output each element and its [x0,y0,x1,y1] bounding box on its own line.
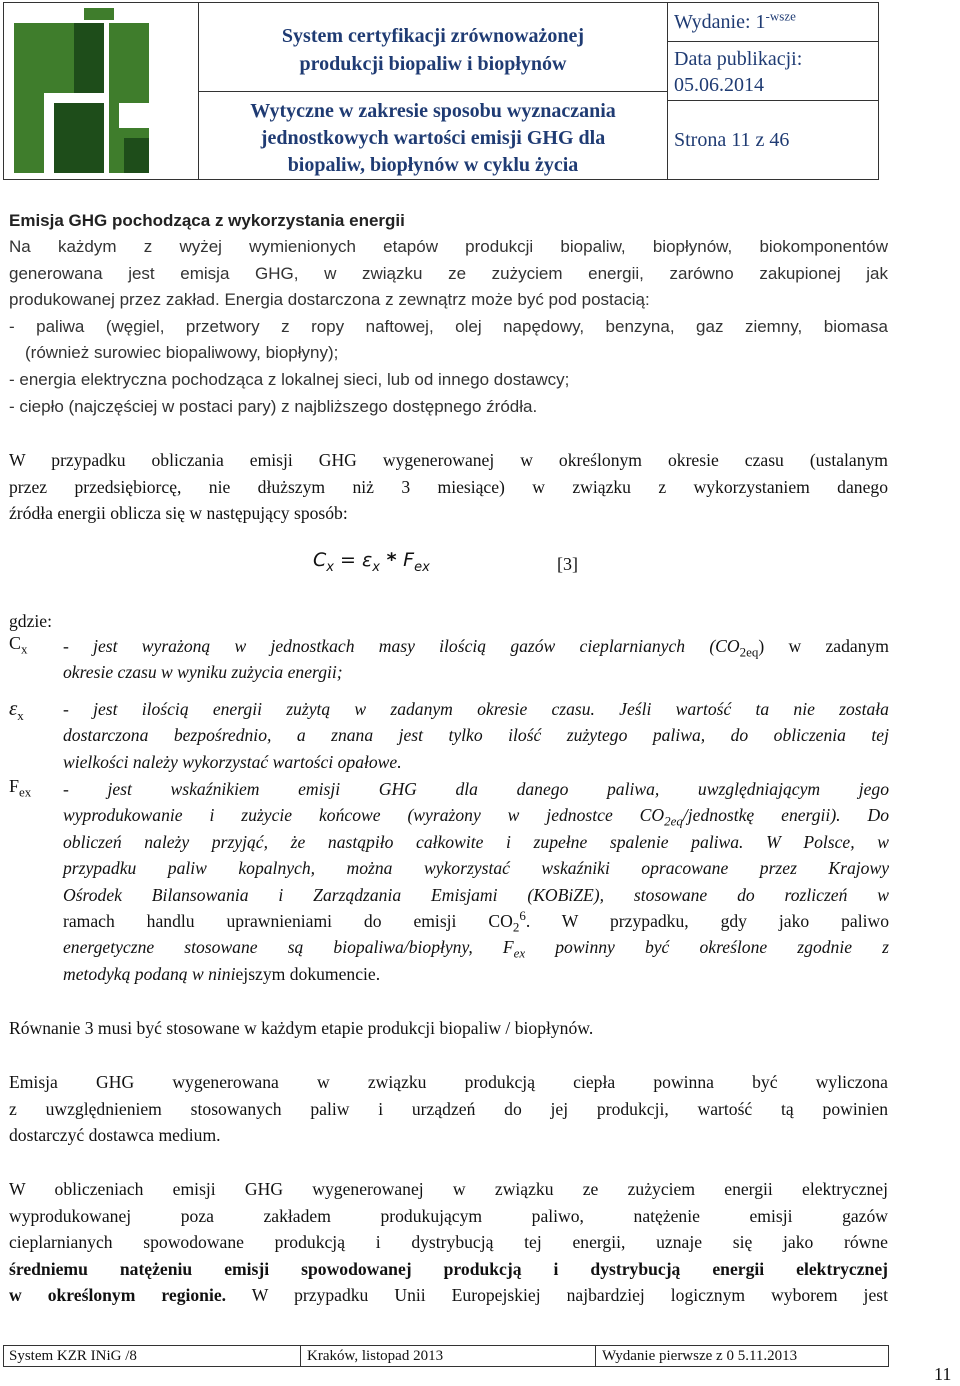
paragraph-line: generowana jest emisja GHG, w związku ze zużyciem energii, zarówno zakupionej jak [9,263,888,283]
paragraph-line: źródła energii oblicza się w następujący sposób: [9,503,348,524]
definition-line: wyprodukowanie i zużycie końcowe (wyrażony w jednostce $CO_{2eq}$/jednostkę energii). Do [63,805,889,829]
header-title-block [199,3,667,92]
definition-line: energetyczne stosowane są biopaliwa/biopłyny, $F_{ex}$ powinny być określone zgodnie z [63,937,889,961]
definition-cx [63,633,889,686]
pubdate-label: Data publikacji: [674,48,803,70]
paragraph-heat-emission [9,1069,888,1149]
definition-line: wielkości należy wykorzystać wartości opałowe. [63,751,402,772]
definition-line: Ośrodek Bilansowania i Zarządzania Emisjami (KOBiZE), stosowane do rozliczeń w [63,884,889,905]
header-meta-cell [668,3,879,179]
edition-label: Wydanie: $1^{-wsze}$ [674,8,796,33]
symbol-cx: $C_x$ [9,633,28,657]
pubdate-value: 05.06.2014 [674,74,764,96]
footer-place-date: Kraków, listopad 2013 [302,1346,596,1366]
inig-logo [4,3,198,179]
paragraph-line: z uwzględnieniem stosowanych paliw i urządzeń do jej produkcji, wartość tą powinien [9,1098,888,1119]
paragraph-line: Emisja GHG wygenerowana w związku produkcją ciepła powinna być wyliczona [9,1072,888,1092]
where-label: gdzie: [9,611,52,631]
paragraph-line: Na każdym z wyżej wymienionych etapów produkcji biopaliw, biopłynów, biokomponentów [9,237,888,256]
paragraph-line: W obliczeniach emisji GHG wygenerowanej w związku ze zużyciem energii elektrycznej [9,1179,888,1199]
paragraph-equation-usage: Równanie 3 musi być stosowane w każdym etapie produkcji biopaliw / biopłynów. [9,1018,594,1038]
definition-line: - jest wskaźnikiem emisji GHG dla danego paliwa, uwzględniającym jego [63,779,889,799]
equation-number: [3] [557,554,578,574]
paragraph-line: średniemu natężeniu emisji spowodowanej produkcją i dystrybucją energii elektrycznej [9,1258,888,1279]
definition-line: ramach handlu uprawnieniami do emisji $CO_2^6$. W przypadku, gdy jako paliwo [63,908,889,935]
definition-line: okresie czasu w wyniku zużycia energii; [63,662,343,683]
header-title-cell [199,3,668,179]
equation-3: $C_x = \varepsilon_x * F_{ex}$ [313,549,430,575]
paragraph-line: wyprodukowanej poza zakładem produkującym paliwo, natężenie emisji gazów [9,1205,888,1226]
logo-cell [4,3,199,179]
paragraph-calculation [9,447,888,527]
paragraph-line: cieplarnianych spowodowane produkcją i dystrybucją tej energii, uznaje się jako równe [9,1232,888,1253]
pubdate-cell [668,42,879,101]
header-title-line1: System certyfikacji zrównoważonej [281,25,585,47]
document-footer [3,1345,889,1367]
list-item-electricity: - energia elektryczna pochodząca z lokalnej sieci, lub od innego dostawcy; [9,369,570,389]
page-number: 11 [934,1364,952,1384]
section-heading: Emisja GHG pochodząca z wykorzystania energii [9,211,405,230]
definition-line: przypadku paliw kopalnych, można wykorzystać wskaźniki opracowane przez Krajowy [63,858,889,879]
document-header [3,2,879,180]
list-item-heat: - ciepło (najczęściej w postaci pary) z najbliższego dostępnego źródła. [9,396,538,416]
symbol-ex: $\varepsilon_x$ [9,696,24,724]
definition-fex [63,776,889,987]
paragraph-energy-intro [9,234,888,420]
paragraph-line: dostarczyć dostawca medium. [9,1125,221,1146]
definition-line: - jest ilością energii zużytą w zadanym okresie czasu. Jeśli wartość ta nie została [63,699,889,719]
paragraph-line: w określonym regionie. W przypadku Unii Europejskiej najbardziej logicznym wyborem jest [9,1285,888,1306]
header-subtitle-line3: biopaliw, biopłynów w cyklu życia [287,154,579,176]
header-title-line2: produkcji biopaliw i biopłynów [299,53,567,75]
page-label: Strona 11 z 46 [674,129,790,151]
header-subtitle-line1: Wytyczne w zakresie sposobu wyznaczania [250,100,616,122]
paragraph-line: W przypadku obliczania emisji GHG wygenerowanej w określonym okresie czasu (ustalanym [9,450,888,470]
page-cell [668,101,879,179]
definition-line: dostarczona bezpośrednio, a znana jest tylko ilość zużytego paliwa, do obliczenia tej [63,725,889,746]
paragraph-line: przez przedsiębiorcę, nie dłuższym niż 3 miesiące) w związku z wykorzystaniem danego [9,476,888,497]
definition-line: - jest wyrażoną w jednostkach masy ilością gazów cieplarnianych $(CO_{2eq})$ w zadanym [63,636,889,660]
symbol-fex: $F_{ex}$ [9,776,32,800]
definition-line: obliczeń należy przyjąć, że nastąpiło całkowite i zupełne spalenie paliwa. W Polsce, w [63,831,889,852]
edition-cell [668,3,879,42]
paragraph-electricity-emission [9,1176,888,1309]
header-subtitle-line2: jednostkowych wartości emisji GHG dla [260,127,606,149]
list-item-fuels: - paliwa (węgiel, przetwory z ropy naftowej, olej napędowy, benzyna, gaz ziemny, biomasa [9,316,888,336]
definition-line: metodyką podaną w niniejszym dokumencie. [63,963,381,984]
paragraph-line: produkowanej przez zakład. Energia dostarczona z zewnątrz może być pod postacią: [9,290,650,310]
definition-ex [63,696,889,775]
footer-edition: Wydanie pierwsze z 0 5.11.2013 [602,1348,798,1364]
list-item-fuels-cont: (również surowiec biopaliwowy, biopłyny); [25,343,339,363]
footer-system: System KZR INiG /8 [4,1346,301,1366]
